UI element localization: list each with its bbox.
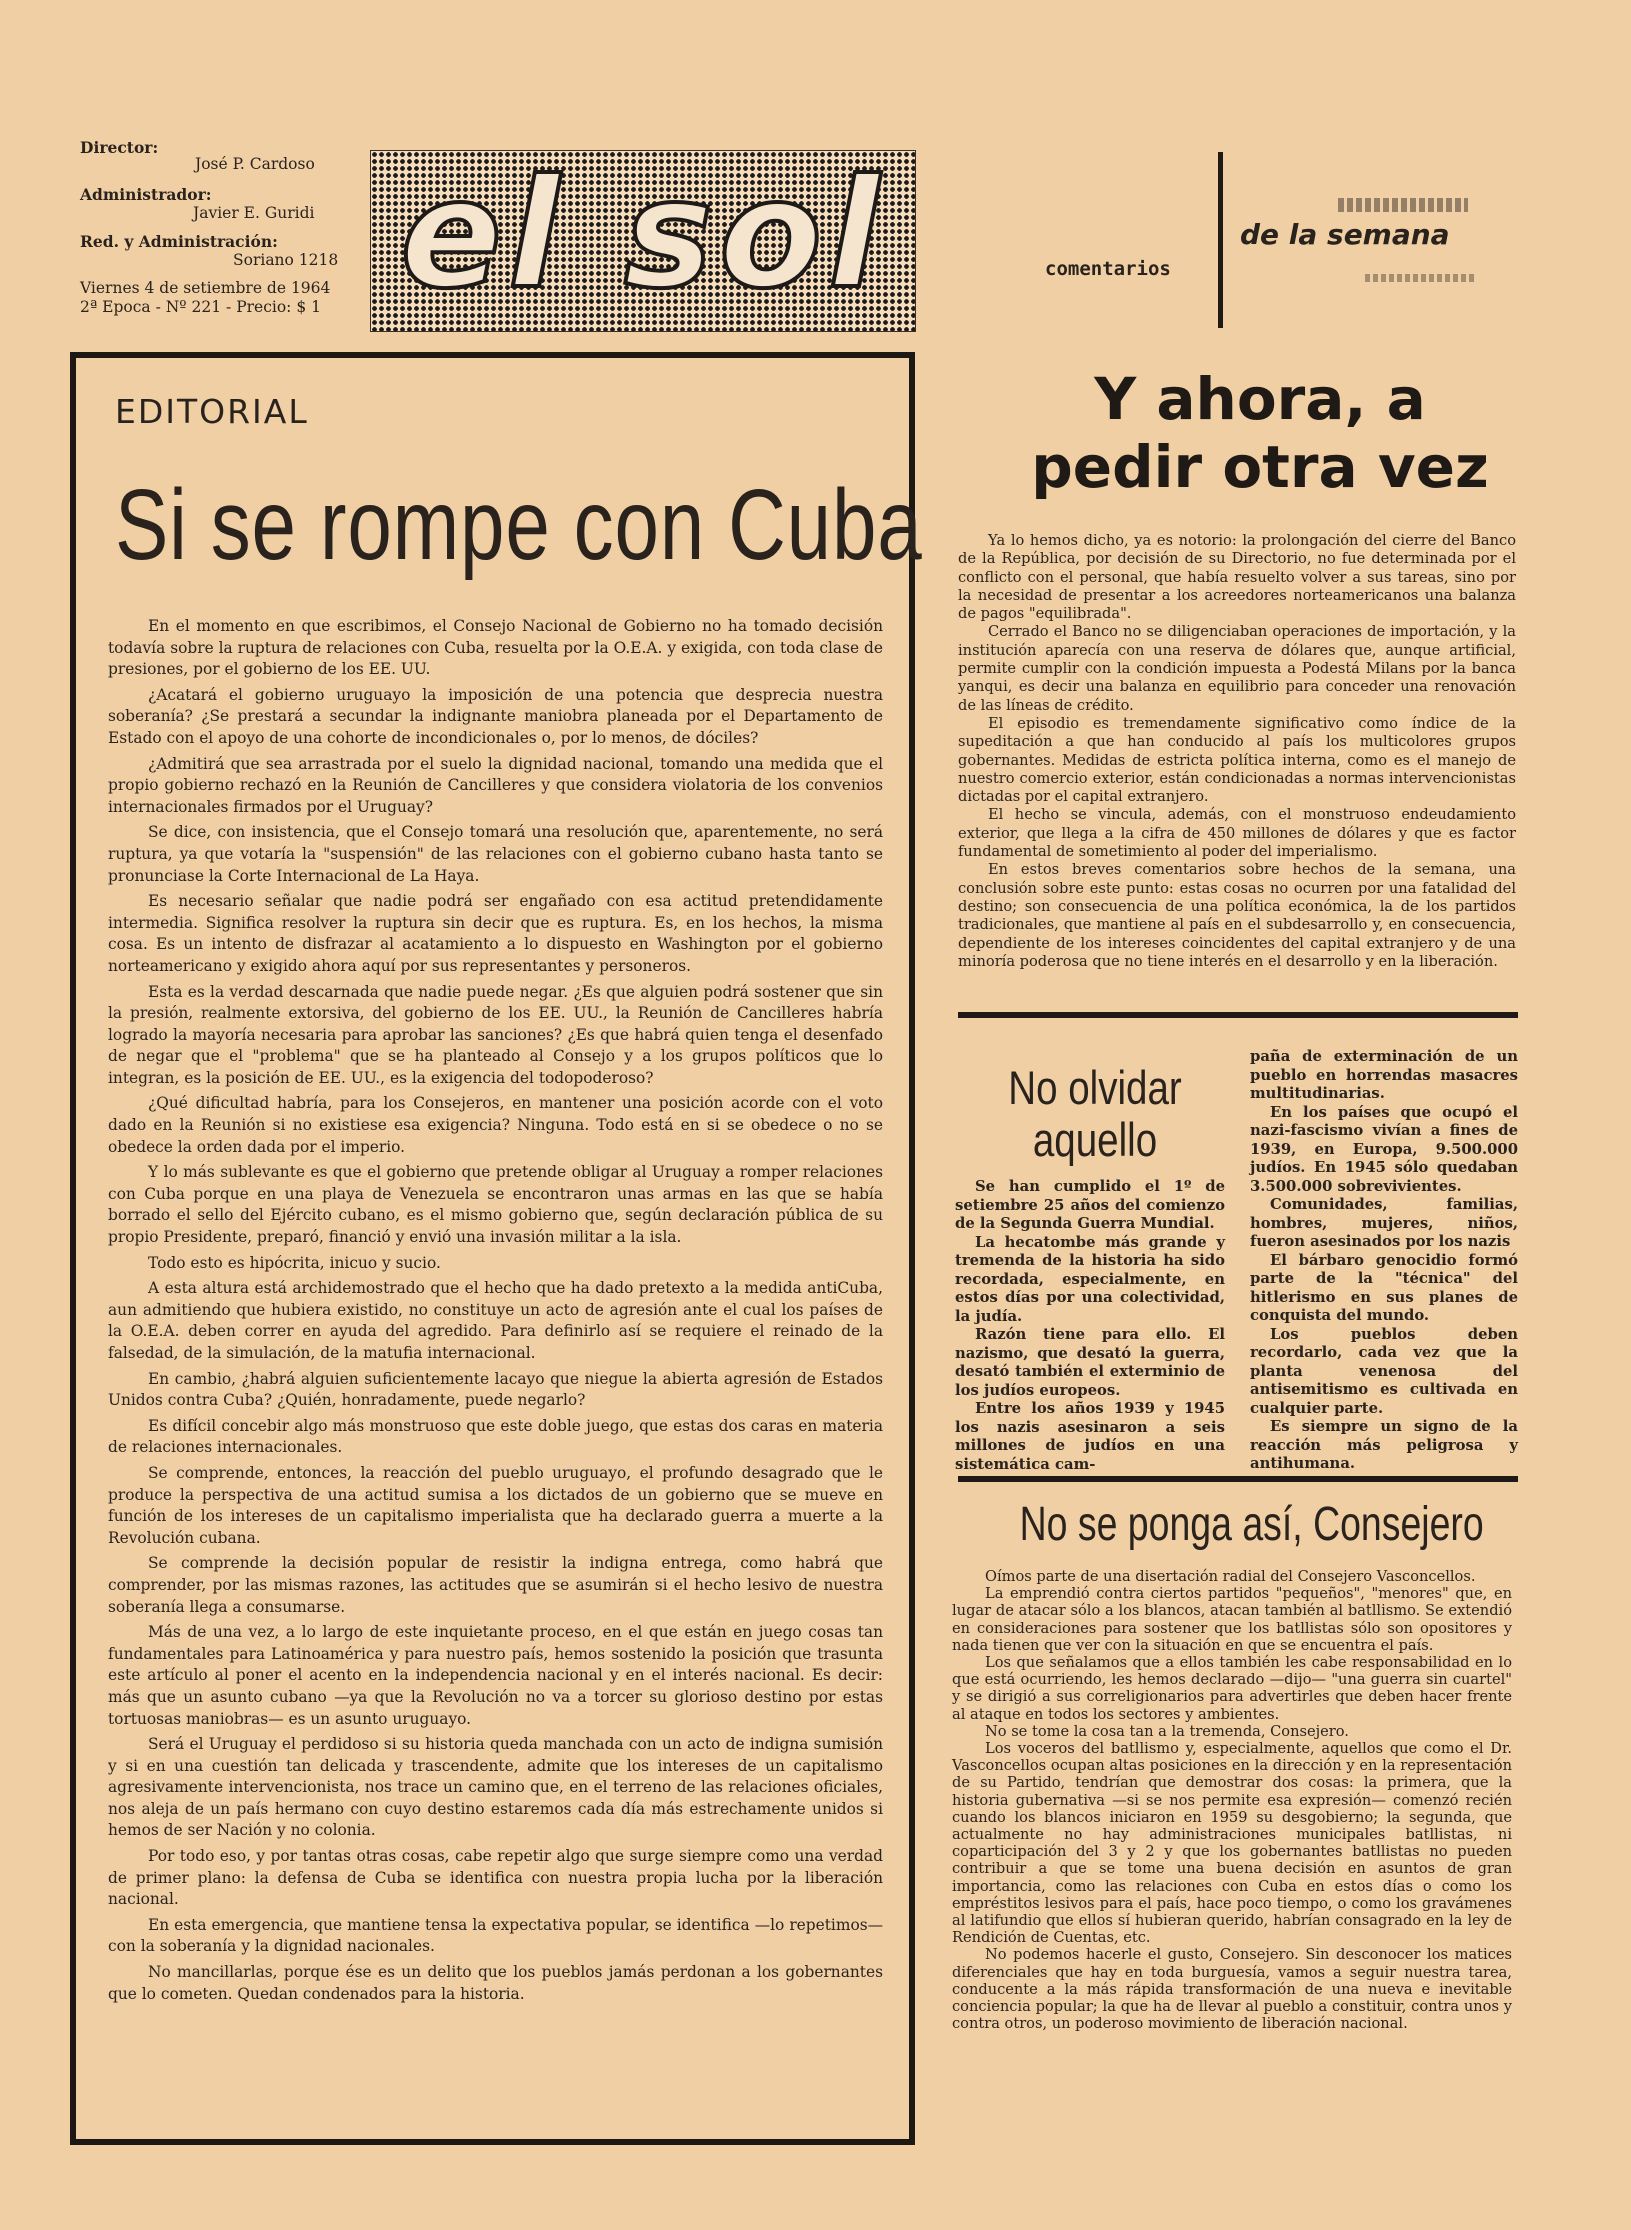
editorial-paragraph: A esta altura está archidemostrado que el hecho que ha dado pretexto a la medida antiCuba, aun admitiendo que hubiera existido, no constituye un acto de agresión ante el cual los países de la O.E.A. deben correr en ayuda del agredido. Para definirlo así se requiere el reinado de la falsedad, de la simulación, de la matufia internacional. <box>108 1279 883 1362</box>
editorial-paragraph: Más de una vez, a lo largo de este inquietante proceso, en el que están en juego cosas tan fundamentales para Latinoamérica y para nuestro país, hemos sostenido la posición que trasunta este artículo al poner el acento en la independencia nacional y en el interés nacional. Es decir: más que un asunto cubano —ya que la Revolución no va a torcer su glorioso destino por estas tortuosas maniobras— es un asunto uruguayo. <box>108 1623 883 1728</box>
article3-paragraph: Los que señalamos que a ellos también les cabe responsabilidad en lo que está ocurriendo, les hemos declarado —dijo— "una guerra sin cuartel" y se dirigió a sus correligionarios para advertirles que deben hacer frente al ataque en todos los sectores y ambientes. <box>952 1654 1512 1723</box>
article1-body <box>958 532 1516 971</box>
article2-title <box>980 1062 1210 1166</box>
newspaper-logo <box>370 150 916 332</box>
issue-number: 2ª Epoca - Nº 221 - Precio: $ 1 <box>80 298 321 316</box>
editorial-paragraph: Se comprende la decisión popular de resistir la indigna entrega, como habrá que comprender, por las mismas razones, las actitudes que se asumirán si el hecho lesivo de nuestra soberanía llega a consumarse. <box>108 1554 883 1616</box>
article2-paragraph: Comunidades, familias, hombres, mujeres, niños, fueron asesinados por los nazis <box>1250 1196 1518 1250</box>
article2-paragraph: Se han cumplido el 1º de setiembre 25 años del comienzo de la Segunda Guerra Mundial. <box>955 1178 1225 1232</box>
article3-title: No se ponga así, Consejero <box>1019 1498 1484 1551</box>
masthead-info <box>80 138 338 317</box>
article3-paragraph: Oímos parte de una disertación radial del Consejero Vasconcellos. <box>985 1568 1476 1585</box>
editorial-paragraph: Y lo más sublevante es que el gobierno que pretende obligar al Uruguay a romper relaciones con Cuba porque en una playa de Venezuela se encontraron unas armas en las que se había borrado el sello del Ejército cubano, es el mismo gobierno que, según declaración pública de su propio Presidente, preparó, financió y envió una invasión militar a la isla. <box>108 1163 883 1247</box>
issue-date: Viernes 4 de setiembre de 1964 <box>80 279 331 297</box>
editorial-paragraph: Es difícil concebir algo más monstruoso que este doble juego, que estas dos caras en materia de relaciones internacionales. <box>108 1416 883 1457</box>
editorial-paragraph: Se dice, con insistencia, que el Consejo tomará una resolución que, aparentemente, no será ruptura, ya que votaría la "suspensión" de las relaciones con el gobierno cubano hasta tanto se pronunciase la Corte Internacional de La Haya. <box>108 823 883 885</box>
editorial-body <box>108 616 883 2009</box>
article1-paragraph: Ya lo hemos dicho, ya es notorio: la prolongación del cierre del Banco de la República, por decisión de su Directorio, no fue determinada por el conflicto con el personal, que había resuelto volver a sus tareas, sino por la necesidad de presentar a los acreedores norteamericanos una balanza de pagos "equilibrada". <box>958 532 1516 623</box>
article1-title-line2: pedir otra vez <box>1031 433 1489 501</box>
article2-paragraph: Es siempre un signo de la reacción más peligrosa y antihumana. <box>1250 1418 1518 1472</box>
article2-paragraph: El bárbaro genocidio formó parte de la "técnica" del hitlerismo en sus planes de conquista del mundo. <box>1250 1251 1518 1324</box>
section-label-left: comentarios <box>1045 258 1171 280</box>
admin-name: Javier E. Guridi <box>193 204 315 222</box>
article1-paragraph: En estos breves comentarios sobre hechos de la semana, una conclusión sobre este punto: estas cosas no ocurren por una fatalidad del destino; son consecuencia de una política económica, la de los partidos tradicionales, que mantiene al país en el subdesarrollo y, en consecuencia, dependiente de los intereses coincidentes del capital extranjero y de una minoría poderosa que no tiene interés en el desarrollo y en la liberación. <box>958 861 1516 970</box>
article2-title-line1: No olvidar <box>1008 1061 1182 1114</box>
article2-column-b <box>1250 1048 1518 1474</box>
article1-title-line1: Y ahora, a <box>1094 365 1426 433</box>
article1-title <box>960 365 1560 501</box>
column-rule <box>958 1476 1518 1482</box>
article2-paragraph: Los pueblos deben recordarlo, cada vez que la planta venenosa del antisemitismo es cultivada en cualquier parte. <box>1250 1325 1518 1417</box>
director-label: Director: <box>80 138 159 157</box>
article1-paragraph: El hecho se vincula, además, con el monstruoso endeudamiento exterior, que llega a la cifra de 450 millones de dólares y que es factor fundamental de sometimiento al poder del imperialismo. <box>958 806 1516 861</box>
editorial-paragraph: Será el Uruguay el perdidoso si su historia queda manchada con un acto de indigna sumisión y si en una cuestión tan delicada y trascendente, admite que los intereses de un capitalismo agresivamente intervencionista, nos trace un camino que, en el terreno de las relaciones oficiales, nos aleja de un país hermano con cuyo destino estaremos cada día más estrechamente unidos si hemos de ser Nación y no colonia. <box>108 1735 883 1840</box>
editorial-paragraph: Por todo eso, y por tantas otras cosas, cabe repetir algo que surge siempre como una verdad de primer plano: la defensa de Cuba se identifica con nuestra propia lucha por la liberación nacional. <box>108 1847 883 1909</box>
section-ornament-bottom <box>1365 274 1475 282</box>
article2-paragraph: paña de exterminación de un pueblo en horrendas masacres multitudinarias. <box>1250 1048 1518 1102</box>
section-label-right: de la semana <box>1240 218 1450 251</box>
red-label: Red. y Administración: <box>80 232 278 251</box>
section-divider <box>1218 152 1223 328</box>
article2-paragraph: La hecatombe más grande y tremenda de la historia ha sido recordada, especialmente, en estos días por una colectividad, la judía. <box>955 1233 1225 1325</box>
article1-paragraph: Cerrado el Banco no se diligenciaban operaciones de importación, y la institución aparecía con una reserva de dólares que, aunque artificial, permite cumplir con la condición impuesta a Podestá Milans por la banca yanqui, es decir una balanza en equilibrio para conceder una renovación de las líneas de crédito. <box>958 623 1516 714</box>
editorial-paragraph: No mancillarlas, porque ése es un delito que los pueblos jamás perdonan a los gobernantes que lo cometen. Quedan condenados para la historia. <box>108 1963 883 2003</box>
article1-paragraph: El episodio es tremendamente significativo como índice de la supeditación a que han conducido al país los multicolores grupos gobernantes. Medidas de estricta política interna, como es el manejo de nuestro comercio exterior, están condicionadas a normas intervencionistas dictadas por el capital extranjero. <box>958 714 1516 806</box>
article3-paragraph: La emprendió contra ciertos partidos "pequeños", "menores" que, en lugar de atacar sólo a los blancos, atacan también al batllismo. Se extendió en consideraciones para sostener que los batllistas sólo son opositores y nada tienen que ver con la situación en que se encuentra el país. <box>952 1585 1512 1654</box>
editorial-paragraph: Es necesario señalar que nadie podrá ser engañado con esa actitud pretendidamente intermedia. Significa resolver la ruptura sin decir que es ruptura. Es, en los hechos, la misma cosa. Es un intento de disfrazar al acatamiento a lo dispuesto en Washington por el gobierno norteamericano y exigido ahora aquí por sus representantes y personeros. <box>108 892 883 975</box>
red-address: Soriano 1218 <box>233 251 339 269</box>
article2-paragraph: Razón tiene para ello. El nazismo, que desató la guerra, desató también el exterminio de los judíos europeos. <box>955 1326 1225 1399</box>
editorial-label: EDITORIAL <box>115 392 309 431</box>
editorial-paragraph: Todo esto es hipócrita, inicuo y sucio. <box>148 1253 441 1272</box>
editorial-paragraph: En el momento en que escribimos, el Consejo Nacional de Gobierno no ha tomado decisión todavía sobre la ruptura de relaciones con Cuba, resuelta por la O.E.A. y exigida, con toda clase de presiones, por el gobierno de los EE. UU. <box>108 617 883 679</box>
editorial-paragraph: Esta es la verdad descarnada que nadie puede negar. ¿Es que alguien podrá sostener que sin la presión, realmente extorsiva, del gobierno de los EE. UU., la Reunión de Cancilleres habría logrado la mayoría necesaria para aprobar las sanciones? ¿Es que habrá quien tenga el desenfado de negar que el "problema" que se ha planteado al Consejo y a los grupos políticos que lo integran, es la posición de EE. UU., es la exigencia del todopoderoso? <box>108 982 883 1087</box>
article3-paragraph: Los voceros del batllismo y, especialmente, aquellos que como el Dr. Vasconcellos ocupan altas posiciones en la dirección y en la representación de su Partido, tendrían que demostrar dos cosas: la primera, que la historia gubernativa —si se nos permite esa expresión— comenzó recién cuando los blancos iniciaron en 1959 su desgobierno; la segunda, que actualmente no hay administraciones municipales batllistas, ni coparticipación del 3 y 2 y que los gobernantes batllistas no pueden contribuir a que se tome una buena decisión en asuntos de gran importancia, como las relaciones con Cuba en estos días o como los empréstitos lesivos para el país, hace poco tiempo, o como los gravámenes al latifundio que ellos sí hubieran querido, habrían consagrado en la ley de Rendición de Cuentas, etc. <box>952 1740 1512 1947</box>
article3-paragraph: No se tome la cosa tan a la tremenda, Consejero. <box>985 1722 1349 1740</box>
editorial-paragraph: ¿Admitirá que sea arrastrada por el suelo la dignidad nacional, tomando una medida que el propio gobierno rechazó en la Reunión de Cancilleres y que considera violatoria de los convenios internacionales firmados por el Uruguay? <box>108 754 883 816</box>
admin-label: Administrador: <box>80 185 212 204</box>
editorial-paragraph: En esta emergencia, que mantiene tensa la expectativa popular, se identifica —lo repetimos— con la soberanía y la dignidad nacionales. <box>108 1915 883 1956</box>
editorial-paragraph: ¿Acatará el gobierno uruguayo la imposición de una potencia que desprecia nuestra soberanía? ¿Se prestará a secundar la indignante maniobra planeada por el Departamento de Estado con el apoyo de una cohorte de incondicionales o, por lo menos, de dóciles? <box>108 685 883 747</box>
editorial-paragraph: En cambio, ¿habrá alguien suficientemente lacayo que niegue la abierta agresión de Estados Unidos contra Cuba? ¿Quién, honradamente, puede negarlo? <box>108 1369 883 1410</box>
section-ornament-top <box>1338 198 1468 212</box>
article2-paragraph: Entre los años 1939 y 1945 los nazis asesinaron a seis millones de judíos en una sistemática cam- <box>955 1400 1225 1473</box>
article3-body <box>952 1568 1512 2032</box>
editorial-title: Si se rompe con Cuba <box>115 469 923 581</box>
article2-title-line2: aquello <box>1032 1113 1158 1166</box>
editorial-paragraph: Se comprende, entonces, la reacción del pueblo uruguayo, el profundo desagrado que le produce la perspectiva de una actitud sumisa a los dictados de un gobierno que se mueve en función de los intereses de un capitalismo imperialista que ha declarado guerra a muerte a la Revolución cubana. <box>108 1463 883 1547</box>
article3-paragraph: No podemos hacerle el gusto, Consejero. Sin desconocer los matices diferenciales que hay en toda burguesía, vamos a seguir nuestra tarea, conducente a la más rápida transformación de una nueva e inevitable conciencia popular; la que ha de llevar al pueblo a constituir, contra unos y contra otros, un poderoso movimiento de liberación nacional. <box>952 1946 1512 2033</box>
column-rule <box>958 1012 1518 1018</box>
director-name: José P. Cardoso <box>195 155 315 173</box>
logo-text: el sol <box>400 148 886 322</box>
article2-paragraph: En los países que ocupó el nazi-fascismo vivían a fines de 1939, en Europa, 9.500.000 judíos. En 1945 sólo quedaban 3.500.000 sobrevivientes. <box>1250 1103 1518 1195</box>
article2-column-a <box>955 1178 1225 1474</box>
editorial-paragraph: ¿Qué dificultad habría, para los Consejeros, en mantener una posición acorde con el voto dado en la Reunión si no existiese esa exigencia? Ninguna. Todo está en si se obedece o no se obedece la orden dada por el imperio. <box>108 1094 883 1156</box>
